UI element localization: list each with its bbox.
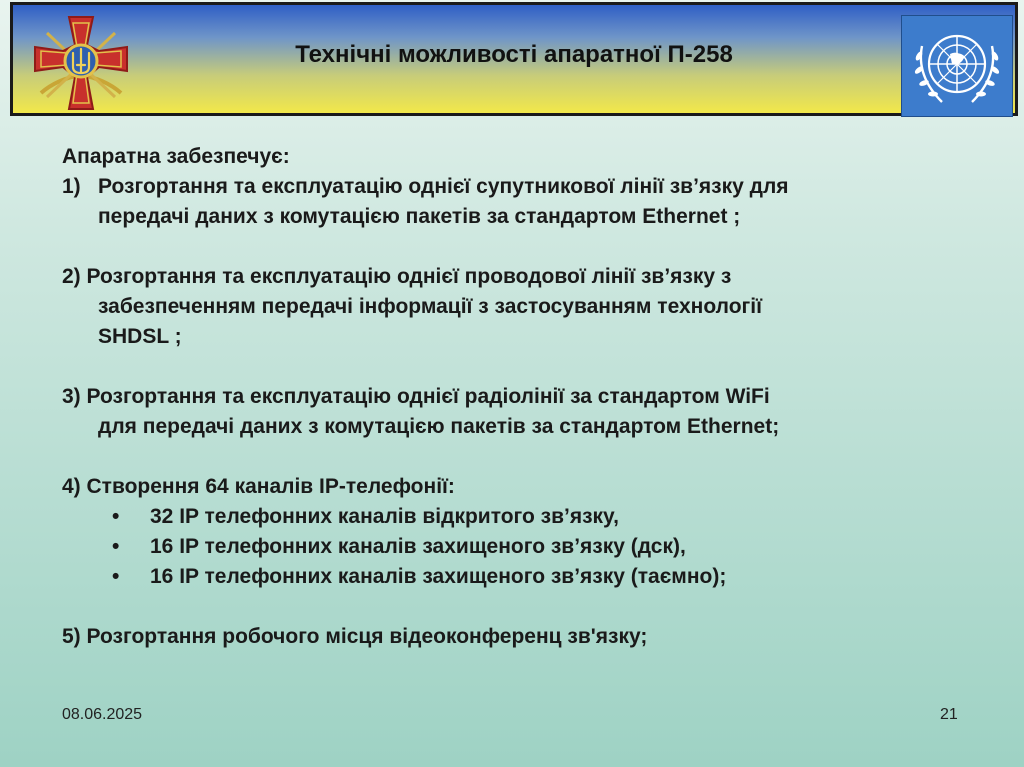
list-item-5: 5) Розгортання робочого місця відеоконференц зв'язку; [62, 625, 648, 648]
header-bar [10, 2, 1018, 116]
spacer [62, 592, 982, 622]
list-item-2-continuation: забезпеченням передачі інформації з застосуванням технології [98, 295, 763, 318]
bullet-item [62, 502, 982, 532]
page-title: Технічні можливості апаратної П-258 [295, 41, 733, 68]
spacer [62, 232, 982, 262]
bullet-marker: • [112, 565, 120, 588]
spacer [62, 352, 982, 382]
page-number: 21 [940, 706, 958, 723]
bullet-item [62, 562, 982, 592]
list-item-3: 3) Розгортання та експлуатацію однієї радіолінії за стандартом WiFi [62, 385, 770, 408]
bullet-text: 16 IP телефонних каналів захищеного зв’язку (таємно); [150, 565, 727, 588]
slide-content [62, 142, 982, 652]
list-item-3-continuation: для передачі даних з комутацією пакетів за стандартом Ethernet; [98, 415, 780, 438]
footer-date: 08.06.2025 [62, 706, 143, 723]
bullet-marker: • [112, 505, 120, 528]
list-item-1 [62, 172, 982, 202]
bullet-item [62, 532, 982, 562]
bullet-text: 32 IP телефонних каналів відкритого зв’язку, [150, 505, 619, 528]
item-text: Розгортання та експлуатацію однієї супутникової лінії зв’язку для [98, 175, 789, 198]
un-emblem-icon [901, 15, 1013, 117]
list-item-2-continuation: SHDSL ; [98, 325, 182, 348]
list-item-2: 2) Розгортання та експлуатацію однієї проводової лінії зв’язку з [62, 265, 732, 288]
bullet-marker: • [112, 535, 120, 558]
bullet-text: 16 IP телефонних каналів захищеного зв’язку (дск), [150, 535, 686, 558]
intro-text: Апаратна забезпечує: [62, 145, 290, 168]
item-number: 1) [62, 175, 81, 198]
armed-forces-emblem-icon [27, 9, 135, 117]
list-item-1-continuation: передачі даних з комутацією пакетів за стандартом Ethernet ; [98, 205, 741, 228]
list-item-4: 4) Створення 64 каналів IP-телефонії: [62, 475, 455, 498]
spacer [62, 442, 982, 472]
